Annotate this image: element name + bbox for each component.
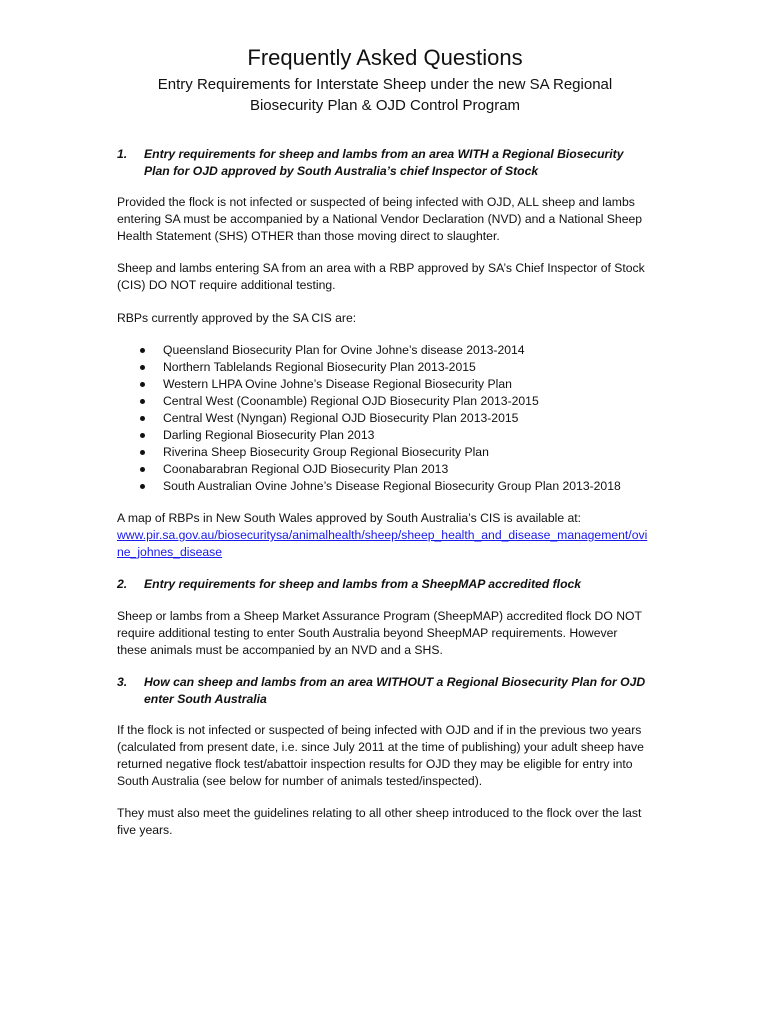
section-3-paragraph-1: If the flock is not infected or suspected of being infected with OJD and if in the previous two years (calculated from present date, i.e. since July 2011 at the time of publishing) your adult sheep have returned negative flock test/abattoir inspection results for OJD they may be eligible for entry into South Australia (see below for number of animals tested/inspected).: [117, 723, 644, 788]
section-3-heading-text: How can sheep and lambs from an area WITHOUT a Regional Biosecurity Plan for OJD enter South Australia: [144, 675, 646, 706]
rbp-map-link[interactable]: www.pir.sa.gov.au/biosecuritysa/animalhealth/sheep/sheep_health_and_disease_management/ovine_johnes_disease: [117, 528, 648, 559]
bullet-icon: [140, 348, 145, 353]
list-item: Western LHPA Ovine Johne’s Disease Regional Biosecurity Plan: [117, 376, 677, 393]
section-2-heading-text: Entry requirements for sheep and lambs from a SheepMAP accredited flock: [144, 577, 582, 591]
section-1-number: 1.: [117, 147, 128, 161]
list-item: Riverina Sheep Biosecurity Group Regional Biosecurity Plan: [117, 444, 677, 461]
bullet-icon: [140, 365, 145, 370]
approved-rbp-list: [117, 342, 677, 495]
bullet-icon: [140, 484, 145, 489]
section-1-heading-text: Entry requirements for sheep and lambs from an area WITH a Regional Biosecurity Plan for OJD approved by South Australia’s chief Inspector of Stock: [144, 147, 624, 178]
bullet-icon: [140, 399, 145, 404]
section-2-heading: [117, 576, 647, 593]
section-3-heading: [117, 674, 647, 708]
section-2-number: 2.: [117, 577, 128, 591]
bullet-icon: [140, 416, 145, 421]
bullet-icon: [140, 433, 145, 438]
section-1-paragraph-3: RBPs currently approved by the SA CIS are:: [117, 311, 357, 325]
section-1-paragraph-2: Sheep and lambs entering SA from an area with a RBP approved by SA’s Chief Inspector of Stock (CIS) DO NOT require additional testing.: [117, 261, 645, 292]
list-item: Coonabarabran Regional OJD Biosecurity Plan 2013: [117, 461, 677, 478]
rbp-map-text: A map of RBPs in New South Wales approved by South Australia’s CIS is available at:: [117, 511, 582, 525]
section-1-heading: [117, 146, 647, 180]
list-item: Queensland Biosecurity Plan for Ovine Johne’s disease 2013-2014: [117, 342, 677, 359]
list-item: Darling Regional Biosecurity Plan 2013: [117, 427, 677, 444]
section-1-paragraph-1: Provided the flock is not infected or suspected of being infected with OJD, ALL sheep and lambs entering SA must be accompanied by a National Vendor Declaration (NVD) and a National Sheep Health Statement (SHS) OTHER than those moving direct to slaughter.: [117, 195, 643, 243]
list-item: South Australian Ovine Johne’s Disease Regional Biosecurity Group Plan 2013-2018: [117, 478, 677, 495]
section-2-paragraph-1: Sheep or lambs from a Sheep Market Assurance Program (SheepMAP) accredited flock DO NOT require additional testing to enter South Australia beyond SheepMAP requirements. However these animals must be accompanied by an NVD and a SHS.: [117, 609, 642, 657]
list-item: Central West (Nyngan) Regional OJD Biosecurity Plan 2013-2015: [117, 410, 677, 427]
list-item: Northern Tablelands Regional Biosecurity Plan 2013-2015: [117, 359, 677, 376]
section-3-number: 3.: [117, 675, 128, 689]
document-title: Frequently Asked Questions: [247, 45, 523, 70]
section-3-paragraph-2: They must also meet the guidelines relating to all other sheep introduced to the flock over the last five years.: [117, 806, 642, 837]
bullet-icon: [140, 382, 145, 387]
list-item: Central West (Coonamble) Regional OJD Biosecurity Plan 2013-2015: [117, 393, 677, 410]
bullet-icon: [140, 467, 145, 472]
bullet-icon: [140, 450, 145, 455]
document-subtitle: Entry Requirements for Interstate Sheep under the new SA Regional Biosecurity Plan & OJD Control Program: [157, 76, 613, 114]
